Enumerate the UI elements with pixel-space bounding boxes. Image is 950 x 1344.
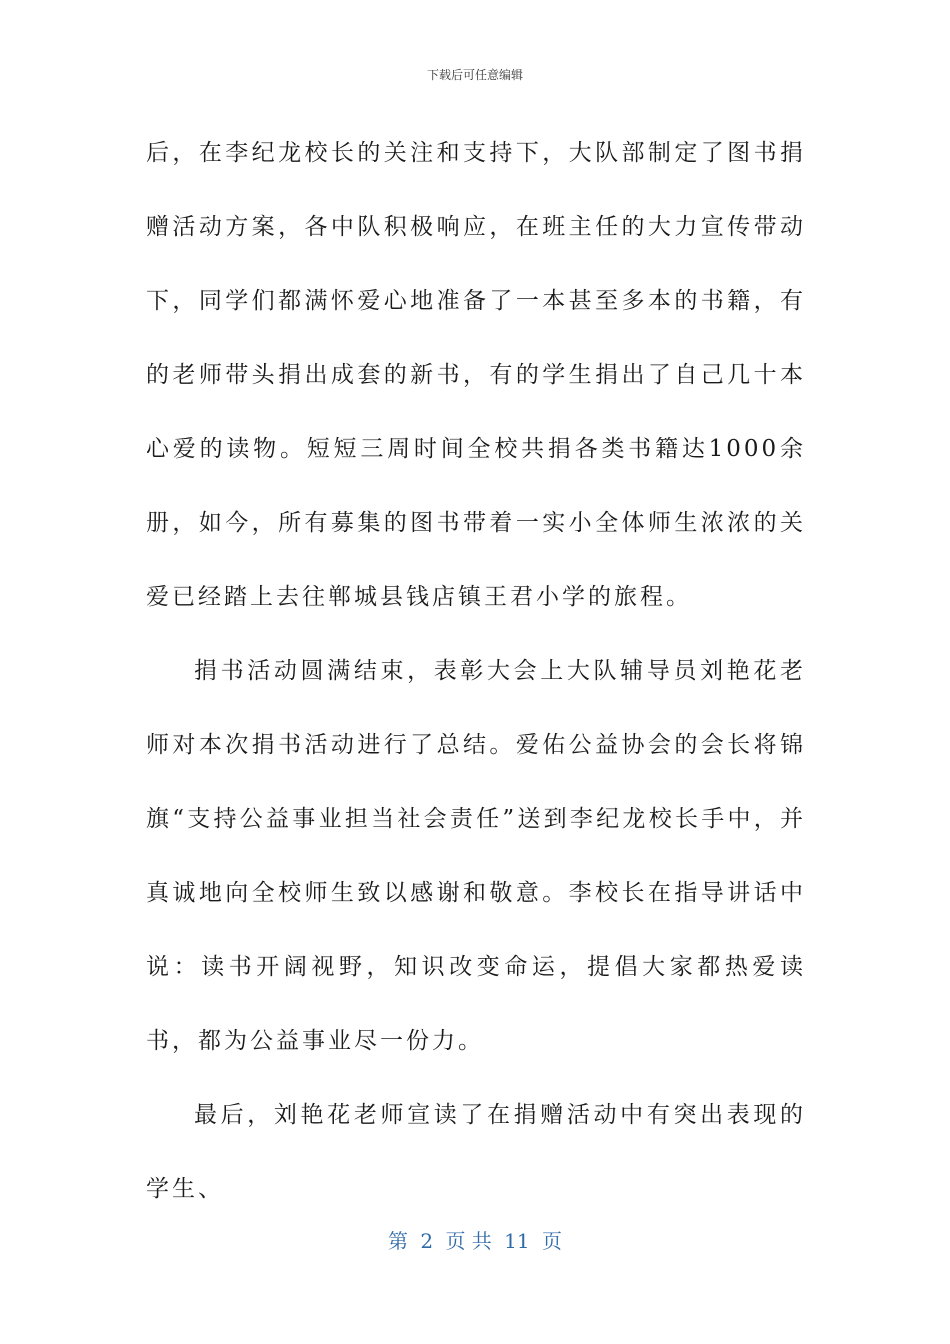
footer-prefix: 第 [388,1229,408,1253]
document-body [146,116,806,1226]
footer-total-pages: 11 [504,1229,530,1253]
paragraph-2: 捐书活动圆满结束，表彰大会上大队辅导员刘艳花老师对本次捐书活动进行了总结。爱佑公益协会的会长将锦旗“支持公益事业担当社会责任”送到李纪龙校长手中，并真诚地向全校师生致以感谢和敬意。李校长在指导讲话中说：读书开阔视野，知识改变命运，提倡大家都热爱读书，都为公益事业尽一份力。 [146,658,806,1054]
footer-mid: 页 共 [445,1229,492,1253]
page-header: 下载后可任意编辑 [426,68,523,82]
page-number-footer [0,1225,950,1254]
footer-current-page: 2 [420,1229,434,1253]
footer-suffix: 页 [541,1229,562,1253]
paragraph-3: 最后，刘艳花老师宣读了在捐赠活动中有突出表现的学生、 [146,1102,806,1202]
paragraph-1: 后，在李纪龙校长的关注和支持下，大队部制定了图书捐赠活动方案，各中队积极响应，在班主任的大力宣传带动下，同学们都满怀爱心地准备了一本甚至多本的书籍，有的老师带头捐出成套的新书，有的学生捐出了自己几十本心爱的读物。短短三周时间全校共捐各类书籍达1000余册，如今，所有募集的图书带着一实小全体师生浓浓的关爱已经踏上去往郸城县钱店镇王君小学的旅程。 [146,140,806,610]
